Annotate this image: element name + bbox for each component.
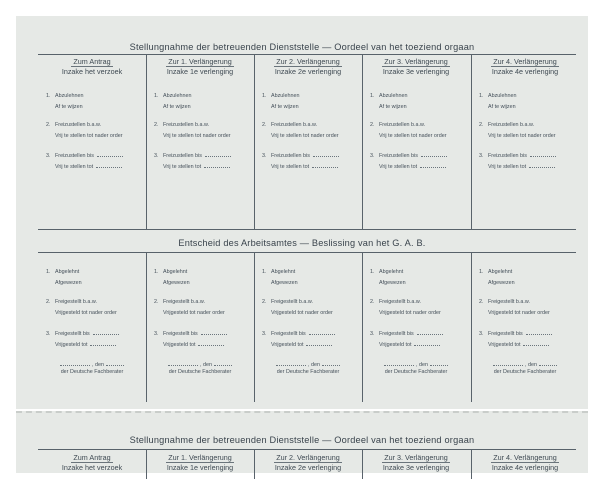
date-fill-line (106, 360, 124, 366)
column-header-nl: Inzake 4e verlenging (491, 463, 559, 472)
decision-label-de: Abgelehnt (271, 269, 296, 275)
decision-label-de: Freigestellt b.a.w. (163, 299, 205, 305)
section3-title: Stellungnahme der betreuenden Dienststelle — Oordeel van het toeziend orgaan (129, 435, 475, 445)
option-label-nl: Vrij te stellen tot (55, 164, 94, 170)
place-fill-line (493, 360, 523, 366)
column-divider (471, 252, 472, 402)
option-label-nl: Vrij te stellen tot nader order (488, 133, 556, 139)
decision-nl (163, 340, 224, 349)
column-header (146, 57, 254, 76)
option-number: 1. (479, 93, 484, 99)
option-number: 1. (262, 269, 267, 275)
option-label-de: Abzulehnen (488, 93, 517, 99)
column-header-de: Zum Antrag (73, 57, 111, 66)
date-line (146, 360, 254, 368)
column-header (146, 453, 254, 472)
decision-de (479, 269, 512, 276)
decision-label-de: Freigestellt b.a.w. (55, 299, 97, 305)
option-label-de: Freizustellen bis (488, 153, 527, 159)
decision-label-nl: Vrijgesteld tot nader order (379, 310, 441, 316)
column-header-nl: Inzake 3e verlenging (382, 67, 450, 76)
option-nl (488, 133, 556, 140)
fill-line (198, 340, 224, 346)
option-number: 1. (370, 93, 375, 99)
date-label: , den (416, 362, 428, 368)
decision-nl (488, 310, 550, 317)
column-divider (362, 54, 363, 229)
option-de (154, 122, 209, 129)
option-number: 1. (262, 93, 267, 99)
column-divider (254, 54, 255, 229)
column-header-nl: Inzake 4e verlenging (491, 67, 559, 76)
decision-nl (488, 340, 549, 349)
column-header-de: Zur 1. Verlängerung (168, 453, 232, 462)
column-header (254, 57, 362, 76)
decision-nl (163, 280, 190, 287)
decision-nl (379, 340, 440, 349)
decision-label-nl: Vrijgesteld tot nader order (163, 310, 225, 316)
option-label-nl: Vrij te stellen tot nader order (271, 133, 339, 139)
decision-label-nl: Afgewezen (379, 280, 406, 286)
fill-line (97, 151, 123, 157)
option-number: 2. (154, 299, 159, 305)
column-divider (254, 252, 255, 402)
section2-top-rule (38, 252, 576, 253)
fill-line (530, 151, 556, 157)
fill-line (420, 162, 446, 168)
option-label-nl: Vrij te stellen tot (163, 164, 202, 170)
fill-line (421, 151, 447, 157)
column-header (254, 453, 362, 472)
column-header-de: Zur 1. Verlängerung (168, 57, 232, 66)
decision-de (370, 269, 403, 276)
option-label-nl: Vrij te stellen tot nader order (163, 133, 231, 139)
column-header-nl: Inzake het verzoek (61, 463, 123, 472)
option-number: 1. (154, 93, 159, 99)
column-header (38, 453, 146, 472)
option-number: 3. (46, 331, 51, 337)
fill-line (417, 329, 443, 335)
option-nl (163, 133, 231, 140)
section1-title: Stellungnahme der betreuenden Dienststelle — Oordeel van het toeziend orgaan (129, 42, 475, 52)
option-nl (163, 162, 230, 171)
decision-de (479, 299, 530, 306)
option-label-nl: Af te wijzen (55, 104, 83, 110)
column-header (362, 57, 470, 76)
decision-nl (55, 340, 116, 349)
decision-de (46, 329, 119, 338)
decision-label-de: Freigestellt bis (55, 331, 90, 337)
fill-line (309, 329, 335, 335)
section1-top-rule (38, 54, 576, 55)
option-de (46, 151, 123, 160)
option-nl (379, 104, 407, 111)
option-de (479, 93, 516, 100)
decision-label-de: Abgelehnt (379, 269, 404, 275)
option-number: 2. (479, 299, 484, 305)
decision-label-nl: Vrijgesteld tot nader order (271, 310, 333, 316)
option-label-de: Freizustellen bis (55, 153, 94, 159)
option-number: 2. (262, 299, 267, 305)
fill-line (414, 340, 440, 346)
fill-line (306, 340, 332, 346)
option-nl (55, 104, 83, 111)
column-header-de: Zur 3. Verlängerung (384, 57, 448, 66)
decision-label-nl: Vrijgesteld tot (379, 342, 412, 348)
date-line (38, 360, 146, 368)
date-fill-line (430, 360, 448, 366)
fill-line (312, 162, 338, 168)
option-number: 3. (370, 331, 375, 337)
option-number: 2. (370, 122, 375, 128)
fill-line (93, 329, 119, 335)
option-number: 3. (46, 153, 51, 159)
date-fill-line (539, 360, 557, 366)
option-label-nl: Af te wijzen (379, 104, 407, 110)
option-nl (55, 162, 122, 171)
option-label-de: Freizustellen bis (379, 153, 418, 159)
decision-de (46, 299, 97, 306)
decision-de (262, 329, 335, 338)
option-label-de: Abzulehnen (379, 93, 408, 99)
decision-de (370, 299, 421, 306)
decision-label-de: Freigestellt bis (271, 331, 306, 337)
option-number: 3. (262, 153, 267, 159)
fill-line (523, 340, 549, 346)
date-label: , den (308, 362, 320, 368)
option-de (262, 93, 299, 100)
place-fill-line (168, 360, 198, 366)
column-header (362, 453, 470, 472)
option-label-nl: Vrij te stellen tot nader order (55, 133, 123, 139)
place-fill-line (384, 360, 414, 366)
decision-label-nl: Vrijgesteld tot nader order (488, 310, 550, 316)
column-header-nl: Inzake 3e verlenging (382, 463, 450, 472)
option-nl (379, 133, 447, 140)
option-de (370, 93, 407, 100)
option-number: 3. (154, 331, 159, 337)
decision-label-nl: Vrijgesteld tot (271, 342, 304, 348)
date-line (362, 360, 470, 368)
option-label-de: Abzulehnen (163, 93, 192, 99)
section2-title: Entscheid des Arbeitsamtes — Beslissing van het G. A. B. (178, 238, 426, 248)
fill-line (205, 151, 231, 157)
option-number: 1. (46, 269, 51, 275)
option-nl (55, 133, 123, 140)
column-header-nl: Inzake 2e verlenging (274, 463, 342, 472)
column-header-de: Zur 3. Verlängerung (384, 453, 448, 462)
option-label-de: Freizustellen b.a.w. (163, 122, 210, 128)
option-de (46, 122, 101, 129)
option-nl (163, 104, 191, 111)
option-de (370, 122, 425, 129)
decision-de (46, 269, 79, 276)
decision-label-de: Freigestellt bis (163, 331, 198, 337)
option-label-de: Freizustellen b.a.w. (271, 122, 318, 128)
option-number: 1. (370, 269, 375, 275)
decision-label-de: Freigestellt b.a.w. (379, 299, 421, 305)
column-header-de: Zur 4. Verlängerung (493, 453, 557, 462)
fill-line (526, 329, 552, 335)
option-nl (271, 104, 299, 111)
decision-nl (163, 310, 225, 317)
decision-de (154, 269, 187, 276)
decision-de (479, 329, 552, 338)
column-header-nl: Inzake 2e verlenging (274, 67, 342, 76)
decision-nl (379, 280, 406, 287)
decision-label-nl: Vrijgesteld tot (55, 342, 88, 348)
option-de (479, 151, 556, 160)
decision-label-de: Freigestellt bis (488, 331, 523, 337)
option-number: 3. (370, 153, 375, 159)
date-label: , den (92, 362, 104, 368)
decision-de (154, 299, 205, 306)
next-form-sheet (16, 411, 588, 473)
option-number: 2. (46, 122, 51, 128)
column-divider (471, 54, 472, 229)
option-number: 2. (154, 122, 159, 128)
signature-label: der Deutsche Fachberater (168, 369, 232, 375)
option-label-de: Freizustellen bis (271, 153, 310, 159)
decision-label-de: Freigestellt b.a.w. (488, 299, 530, 305)
option-label-nl: Af te wijzen (488, 104, 516, 110)
date-label: , den (200, 362, 212, 368)
decision-de (154, 329, 227, 338)
option-nl (488, 162, 555, 171)
option-number: 3. (479, 153, 484, 159)
column-header-nl: Inzake 1e verlenging (166, 463, 234, 472)
option-de (370, 151, 447, 160)
decision-nl (271, 310, 333, 317)
section3-top-rule (38, 449, 576, 450)
decision-label-de: Abgelehnt (55, 269, 80, 275)
column-header (38, 57, 146, 76)
column-divider (362, 252, 363, 402)
column-header (471, 57, 579, 76)
decision-de (262, 269, 295, 276)
decision-nl (271, 280, 298, 287)
fill-line (96, 162, 122, 168)
decision-label-nl: Vrijgesteld tot (163, 342, 196, 348)
fill-line (529, 162, 555, 168)
signature-label: der Deutsche Fachberater (276, 369, 340, 375)
decision-nl (379, 310, 441, 317)
date-fill-line (214, 360, 232, 366)
option-label-nl: Vrij te stellen tot (379, 164, 418, 170)
option-nl (379, 162, 446, 171)
fill-line (201, 329, 227, 335)
option-label-nl: Vrij te stellen tot (271, 164, 310, 170)
option-nl (271, 133, 339, 140)
column-header-de: Zur 4. Verlängerung (493, 57, 557, 66)
column-header-nl: Inzake 1e verlenging (166, 67, 234, 76)
option-label-de: Freizustellen b.a.w. (488, 122, 535, 128)
place-fill-line (276, 360, 306, 366)
decision-label-nl: Vrijgesteld tot (488, 342, 521, 348)
column-header-de: Zur 2. Verlängerung (276, 453, 340, 462)
option-number: 3. (262, 331, 267, 337)
option-number: 3. (154, 153, 159, 159)
decision-label-nl: Afgewezen (488, 280, 515, 286)
option-de (46, 93, 83, 100)
option-nl (271, 162, 338, 171)
option-label-de: Freizustellen b.a.w. (379, 122, 426, 128)
option-label-nl: Af te wijzen (271, 104, 299, 110)
signature-label: der Deutsche Fachberater (60, 369, 124, 375)
form-sheet (16, 16, 588, 409)
option-de (154, 151, 231, 160)
decision-label-de: Freigestellt b.a.w. (271, 299, 313, 305)
decision-label-nl: Afgewezen (55, 280, 82, 286)
option-label-nl: Vrij te stellen tot nader order (379, 133, 447, 139)
option-de (154, 93, 191, 100)
date-line (471, 360, 579, 368)
column-divider (146, 54, 147, 229)
column-header (471, 453, 579, 472)
decision-label-nl: Afgewezen (271, 280, 298, 286)
fill-line (313, 151, 339, 157)
decision-de (370, 329, 443, 338)
decision-label-de: Abgelehnt (488, 269, 513, 275)
option-number: 2. (370, 299, 375, 305)
decision-label-de: Abgelehnt (163, 269, 188, 275)
decision-label-nl: Afgewezen (163, 280, 190, 286)
decision-de (262, 299, 313, 306)
place-fill-line (60, 360, 90, 366)
option-number: 2. (262, 122, 267, 128)
fill-line (90, 340, 116, 346)
option-label-de: Freizustellen bis (163, 153, 202, 159)
date-label: , den (525, 362, 537, 368)
date-fill-line (322, 360, 340, 366)
option-label-de: Abzulehnen (271, 93, 300, 99)
fill-line (204, 162, 230, 168)
option-label-de: Freizustellen b.a.w. (55, 122, 102, 128)
decision-label-de: Freigestellt bis (379, 331, 414, 337)
decision-nl (488, 280, 515, 287)
signature-label: der Deutsche Fachberater (384, 369, 448, 375)
option-de (479, 122, 534, 129)
decision-nl (271, 340, 332, 349)
decision-nl (55, 280, 82, 287)
section1-bottom-rule (38, 229, 576, 230)
option-nl (488, 104, 516, 111)
option-de (262, 151, 339, 160)
column-divider (146, 252, 147, 402)
option-number: 1. (46, 93, 51, 99)
column-header-nl: Inzake het verzoek (61, 67, 123, 76)
decision-label-nl: Vrijgesteld tot nader order (55, 310, 117, 316)
column-header-de: Zur 2. Verlängerung (276, 57, 340, 66)
option-number: 2. (46, 299, 51, 305)
option-label-de: Abzulehnen (55, 93, 84, 99)
option-number: 3. (479, 331, 484, 337)
option-label-nl: Af te wijzen (163, 104, 191, 110)
option-number: 1. (479, 269, 484, 275)
option-de (262, 122, 317, 129)
decision-nl (55, 310, 117, 317)
option-number: 2. (479, 122, 484, 128)
option-number: 1. (154, 269, 159, 275)
signature-label: der Deutsche Fachberater (493, 369, 557, 375)
column-header-de: Zum Antrag (73, 453, 111, 462)
date-line (254, 360, 362, 368)
option-label-nl: Vrij te stellen tot (488, 164, 527, 170)
